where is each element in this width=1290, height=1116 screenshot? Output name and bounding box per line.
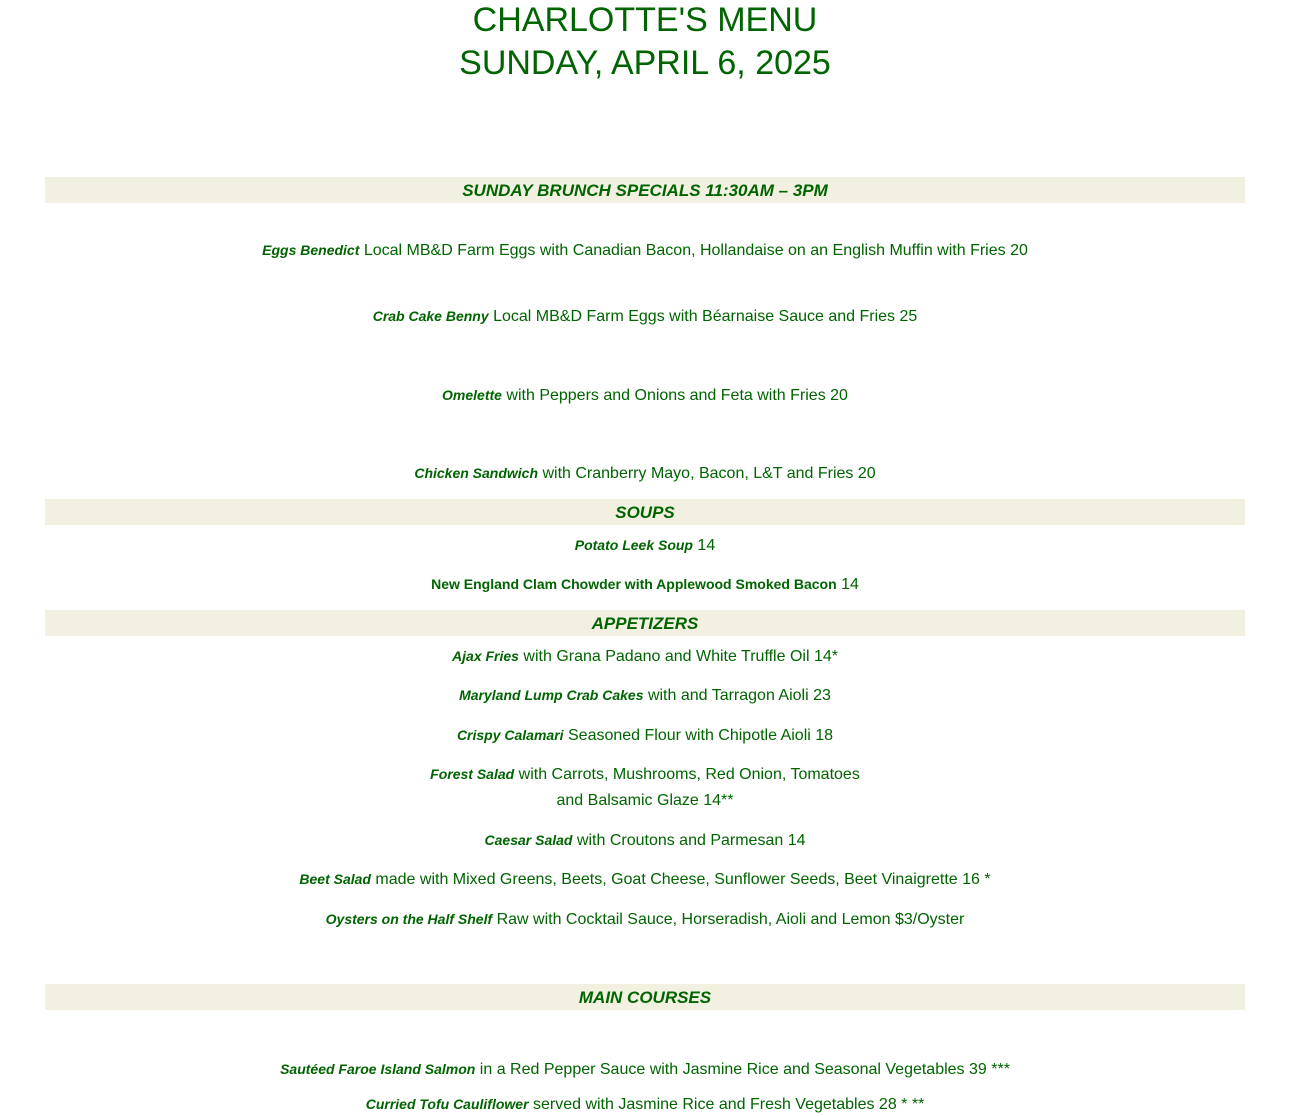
item-desc: served with Jasmine Rice and Fresh Vegetables 28 * ** [528,1096,925,1113]
item-desc: with Cranberry Mayo, Bacon, L&T and Fries 20 [538,465,876,482]
section-heading-appetizers: APPETIZERS [45,610,1245,636]
item-name: Ajax Fries [452,648,519,664]
section-heading-brunch: SUNDAY BRUNCH SPECIALS 11:30AM – 3PM [45,177,1245,203]
item-desc: with Grana Padano and White Truffle Oil 14* [518,648,838,665]
menu-item [0,868,1290,891]
menu-item [0,305,1290,328]
item-name: Chicken Sandwich [414,465,539,481]
menu-item [0,645,1290,668]
menu-item-continuation [0,790,1290,812]
menu-item [0,763,1290,786]
item-desc: with Peppers and Onions and Feta with Fries 20 [501,387,848,404]
item-name: Eggs Benedict [262,242,360,258]
menu-item [0,239,1290,262]
item-desc: and Balsamic Glaze 14** [556,792,734,809]
menu-title: CHARLOTTE'S MENU [472,1,818,39]
item-desc: 14 [836,576,859,593]
item-name: Beet Salad [299,871,371,887]
menu-item [0,829,1290,852]
section-heading-soups: SOUPS [45,499,1245,525]
item-name: Maryland Lump Crab Cakes [459,687,644,703]
item-desc: Seasoned Flour with Chipotle Aioli 18 [563,727,834,744]
item-desc: made with Mixed Greens, Beets, Goat Cheese, Sunflower Seeds, Beet Vinaigrette 16 * [370,871,991,888]
item-name: Crispy Calamari [456,727,564,743]
section-heading-mains: MAIN COURSES [45,984,1245,1010]
item-name: Potato Leek Soup [574,537,693,553]
menu-item [0,534,1290,557]
menu-item [0,384,1290,407]
item-desc: with Carrots, Mushrooms, Red Onion, Tomatoes [514,766,860,783]
item-name: Omelette [442,387,502,403]
item-name: Oysters on the Half Shelf [325,911,493,927]
menu-item [0,1093,1290,1116]
item-desc: with and Tarragon Aioli 23 [643,687,831,704]
menu-item [0,573,1290,596]
menu-item [0,908,1290,931]
item-name: Curried Tofu Cauliflower [365,1096,529,1112]
menu-item [0,724,1290,747]
item-desc: Local MB&D Farm Eggs with Canadian Bacon, Hollandaise on an English Muffin with Fries 20 [359,242,1028,259]
item-desc: Raw with Cocktail Sauce, Horseradish, Aioli and Lemon $3/Oyster [492,911,965,928]
item-name: New England Clam Chowder with Applewood Smoked Bacon [431,576,837,592]
item-name: Forest Salad [430,766,515,782]
menu-date: SUNDAY, APRIL 6, 2025 [459,44,831,82]
menu-item [0,684,1290,707]
menu-item [0,1058,1290,1081]
menu-item [0,462,1290,485]
item-desc: with Croutons and Parmesan 14 [572,832,806,849]
item-name: Crab Cake Benny [372,308,489,324]
item-desc: in a Red Pepper Sauce with Jasmine Rice and Seasonal Vegetables 39 *** [475,1061,1010,1078]
item-desc: 14 [692,537,716,554]
item-desc: Local MB&D Farm Eggs with Béarnaise Sauce and Fries 25 [488,308,918,325]
item-name: Sautéed Faroe Island Salmon [280,1061,476,1077]
item-name: Caesar Salad [484,832,573,848]
